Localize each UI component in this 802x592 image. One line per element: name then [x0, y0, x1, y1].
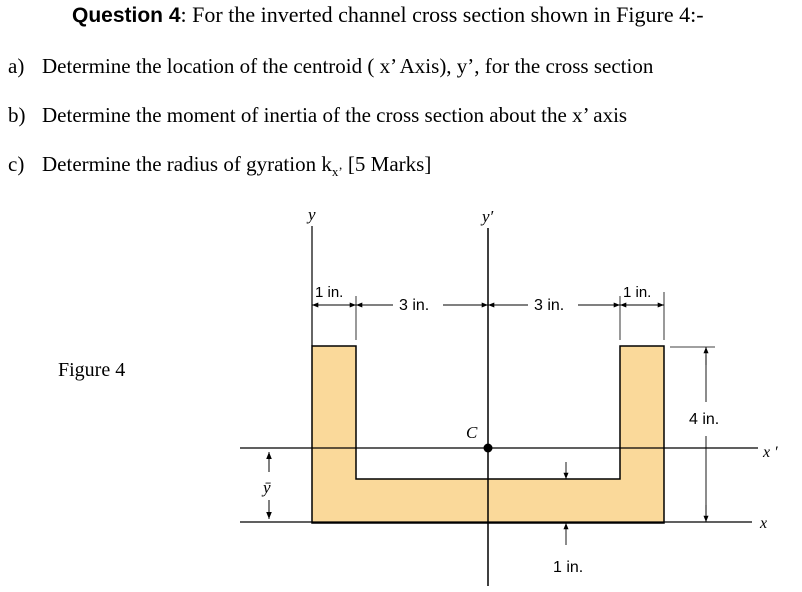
ybar-label: ȳ [263, 478, 271, 497]
part-c-subscript: x’ [331, 164, 343, 180]
dim-height: 4 in. [689, 411, 720, 428]
part-c-text: Determine the radius of gyration k [42, 152, 332, 176]
part-c-tag: c) [8, 152, 25, 176]
part-a-tag: a) [8, 54, 25, 78]
question-prompt: : For the inverted channel cross section shown in Figure 4:- [180, 2, 704, 27]
dim-left-flange: 1 in. [315, 284, 344, 301]
dim-left-inner: 3 in. [399, 297, 430, 314]
x-axis-label: x [760, 515, 768, 532]
y-prime-axis-label: y′ [482, 207, 494, 226]
y-axis-label: y [308, 205, 316, 224]
question-label: Question 4 [72, 4, 181, 27]
part-c-tail: [5 Marks] [342, 152, 432, 176]
part-a-text: Determine the location of the centroid ( x’ Axis), y’, for the cross section [42, 54, 654, 78]
figure-label: Figure 4 [58, 359, 126, 381]
centroid-label: C [466, 423, 478, 442]
part-b-text: Determine the moment of inertia of the cross section about the x’ axis [42, 103, 628, 127]
part-b-tag: b) [8, 103, 26, 127]
x-prime-axis-label: x ′ [763, 444, 778, 461]
centroid-point [484, 444, 493, 453]
dim-web: 1 in. [553, 559, 584, 576]
dim-right-inner: 3 in. [534, 297, 565, 314]
dim-right-flange: 1 in. [623, 284, 652, 301]
